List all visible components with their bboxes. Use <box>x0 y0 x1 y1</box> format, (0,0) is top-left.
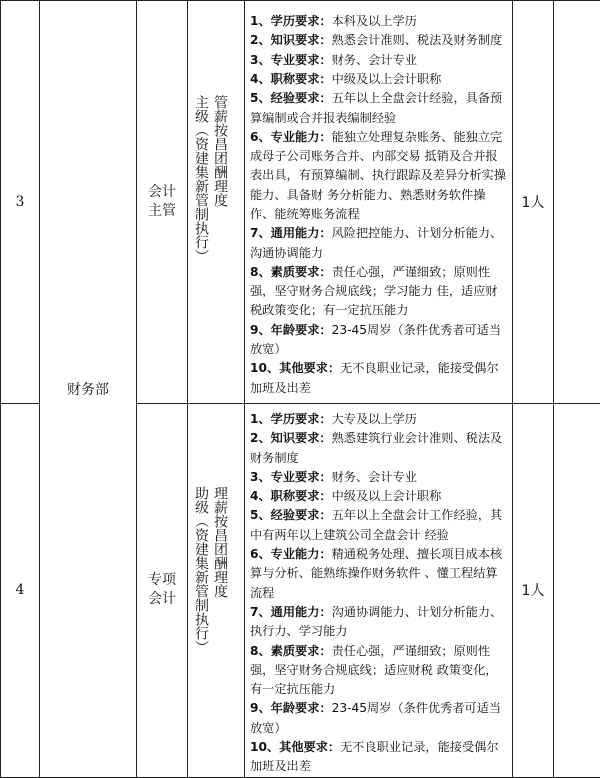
list-item: 5、经验要求：五年以上全盘会计工作经验，其中有两年以上建筑公司全盘会计 经验 <box>250 506 508 545</box>
headcount-cell: 1人 <box>513 1 554 404</box>
list-item: 9、年龄要求：23-45周岁（条件优秀者可适当放宽） <box>250 699 508 738</box>
salary-level-cell <box>188 1 245 404</box>
list-item: 8、素质要求：责任心强，严谨细致；原则性强，坚守财务合规底线；学习能力 佳，适应财税政策变化；有一定抗压能力 <box>250 263 508 321</box>
headcount-cell: 1人 <box>513 404 554 778</box>
row-number: 4 <box>1 404 40 778</box>
list-item: 9、年龄要求：23-45周岁（条件优秀者可适当放宽） <box>250 321 508 360</box>
list-item: 8、素质要求：责任心强，严谨细致；原则性强，坚守财务合规底线；适应财税 政策变化，有一定抗压能力 <box>250 642 508 700</box>
salary-level-col2: 管薪按昌团酬理度 <box>211 95 229 207</box>
list-item: 6、专业能力：精通税务处理、擅长项目成本核算与分析、能熟练操作财务软件 、懂工程结算流程 <box>250 545 508 603</box>
list-item: 3、专业要求：财务、会计专业 <box>250 468 508 487</box>
salary-level-col1: 助级（资建集新管制执行） <box>192 486 210 654</box>
list-item: 10、其他要求：无不良职业记录，能接受偶尔加班及出差 <box>250 359 508 398</box>
list-item: 2、知识要求：熟悉会计准则、税法及财务制度 <box>250 31 508 50</box>
list-item: 4、职称要求：中级及以上会计职称 <box>250 70 508 89</box>
position-title-text: 会计主管 <box>145 183 179 221</box>
table-row <box>1 1 600 404</box>
list-item: 3、专业要求：财务、会计专业 <box>250 51 508 70</box>
list-item: 2、知识要求：熟悉建筑行业会计准则、税法及财务制度 <box>250 429 508 468</box>
list-item: 6、专业能力：能独立处理复杂账务、能独立完成母子公司账务合并、内部交易 抵销及合并报表出具，有预算编制、执行跟踪及差异分析实操能力、具备财 务分析能力、熟悉财务软件操作、能统筹账务流程 <box>250 128 508 224</box>
empty-cell <box>554 1 600 404</box>
salary-level-col1: 主级（资建集新管制执行） <box>192 95 210 263</box>
requirements-list <box>245 6 512 398</box>
list-item: 4、职称要求：中级及以上会计职称 <box>250 487 508 506</box>
position-title <box>137 1 188 404</box>
row-number: 3 <box>1 1 40 404</box>
position-title <box>137 404 188 778</box>
requirements-list <box>245 404 512 777</box>
empty-cell <box>554 404 600 778</box>
list-item: 5、经验要求：五年以上全盘会计经验，具备预算编制或合并报表编制经验 <box>250 89 508 128</box>
salary-level-cell <box>188 404 245 778</box>
list-item: 1、学历要求：大专及以上学历 <box>250 410 508 429</box>
requirements-cell <box>245 404 513 778</box>
salary-level-col2: 理薪按昌团酬理度 <box>211 486 229 598</box>
list-item: 1、学历要求：本科及以上学历 <box>250 12 508 31</box>
list-item: 7、通用能力：沟通协调能力、计划分析能力、执行力、学习能力 <box>250 603 508 642</box>
list-item: 10、其他要求：无不良职业记录，能接受偶尔加班及出差 <box>250 738 508 777</box>
position-title-text: 专项会计 <box>145 571 179 609</box>
list-item: 7、通用能力：风险把控能力、计划分析能力、沟通协调能力 <box>250 224 508 263</box>
requirements-cell <box>245 1 513 404</box>
department-cell: 财务部 <box>40 1 137 778</box>
